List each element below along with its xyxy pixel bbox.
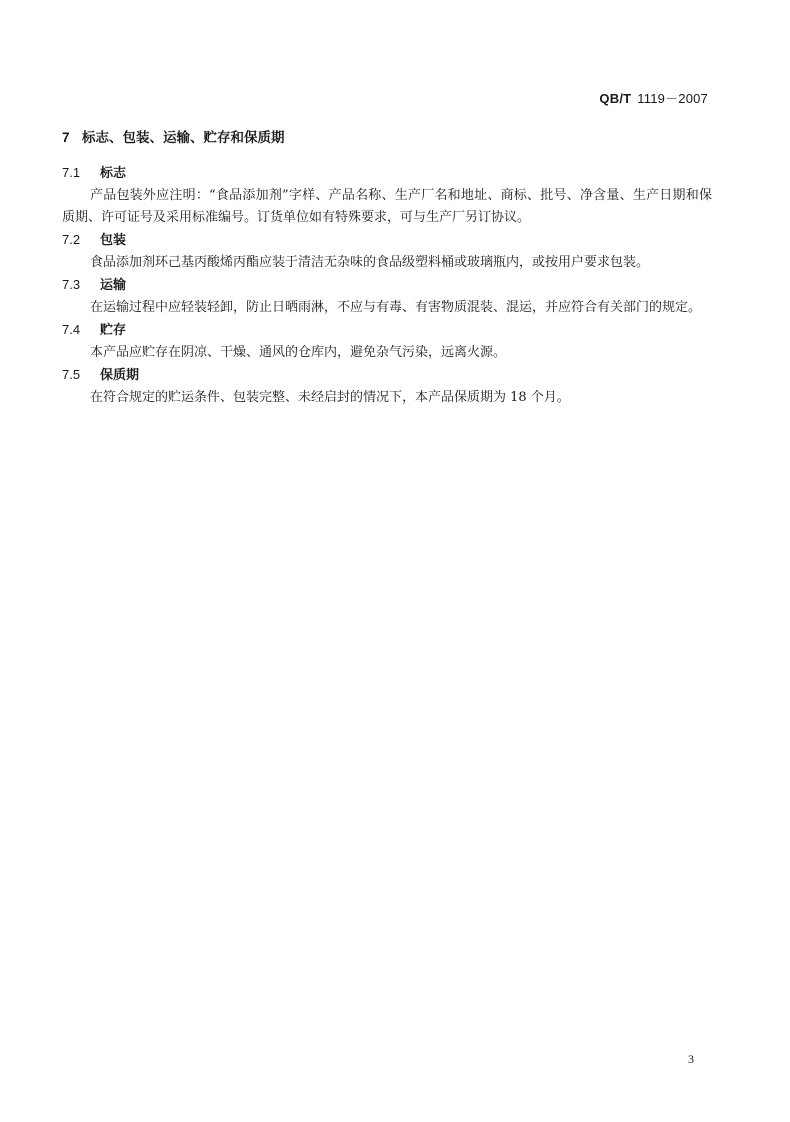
section-number: 7.5 bbox=[62, 367, 81, 382]
section-paragraph: 食品添加剂环己基丙酸烯丙酯应装于清洁无杂味的食品级塑料桶或玻璃瓶内，或按用户要求包装。 bbox=[90, 255, 650, 270]
section-number: 7.3 bbox=[62, 277, 81, 292]
section-title: 保质期 bbox=[100, 368, 140, 383]
page-number: 3 bbox=[688, 1052, 694, 1066]
section-title: 标志 bbox=[100, 166, 127, 181]
section-paragraph: 本产品应贮存在阴凉、干燥、通风的仓库内，避免杂气污染，远离火源。 bbox=[90, 345, 507, 360]
chapter-number: 7 bbox=[62, 130, 70, 145]
section-7-3 bbox=[62, 274, 712, 319]
section-7-4 bbox=[62, 319, 712, 364]
section-title: 贮存 bbox=[100, 323, 127, 338]
standard-number: 1119－2007 bbox=[637, 91, 708, 106]
section-heading bbox=[62, 319, 712, 342]
standard-prefix: QB/T bbox=[599, 91, 632, 106]
section-number: 7.1 bbox=[62, 165, 81, 180]
standard-code bbox=[599, 88, 708, 107]
section-title: 包装 bbox=[100, 233, 127, 248]
section-paragraph: 在符合规定的贮运条件、包装完整、未经启封的情况下，本产品保质期为 18 个月。 bbox=[90, 390, 570, 405]
section-title: 运输 bbox=[100, 278, 127, 293]
section-7-2 bbox=[62, 229, 712, 274]
section-7-5 bbox=[62, 364, 712, 409]
section-number: 7.2 bbox=[62, 232, 81, 247]
document-body bbox=[62, 128, 712, 409]
section-heading bbox=[62, 364, 712, 387]
chapter-title-text: 标志、包装、运输、贮存和保质期 bbox=[82, 130, 285, 146]
section-heading bbox=[62, 274, 712, 297]
chapter-title bbox=[62, 128, 712, 148]
section-number: 7.4 bbox=[62, 322, 81, 337]
section-paragraph: 在运输过程中应轻装轻卸，防止日晒雨淋，不应与有毒、有害物质混装、混运，并应符合有关部门的规定。 bbox=[90, 300, 702, 315]
section-heading bbox=[62, 229, 712, 252]
section-7-1 bbox=[62, 162, 712, 229]
section-heading bbox=[62, 162, 712, 185]
section-paragraph: 产品包装外应注明：“食品添加剂”字样、产品名称、生产厂名和地址、商标、批号、净含量、生产日期和保质期、许可证号及采用标准编号。订货单位如有特殊要求，可与生产厂另订协议。 bbox=[62, 188, 712, 225]
